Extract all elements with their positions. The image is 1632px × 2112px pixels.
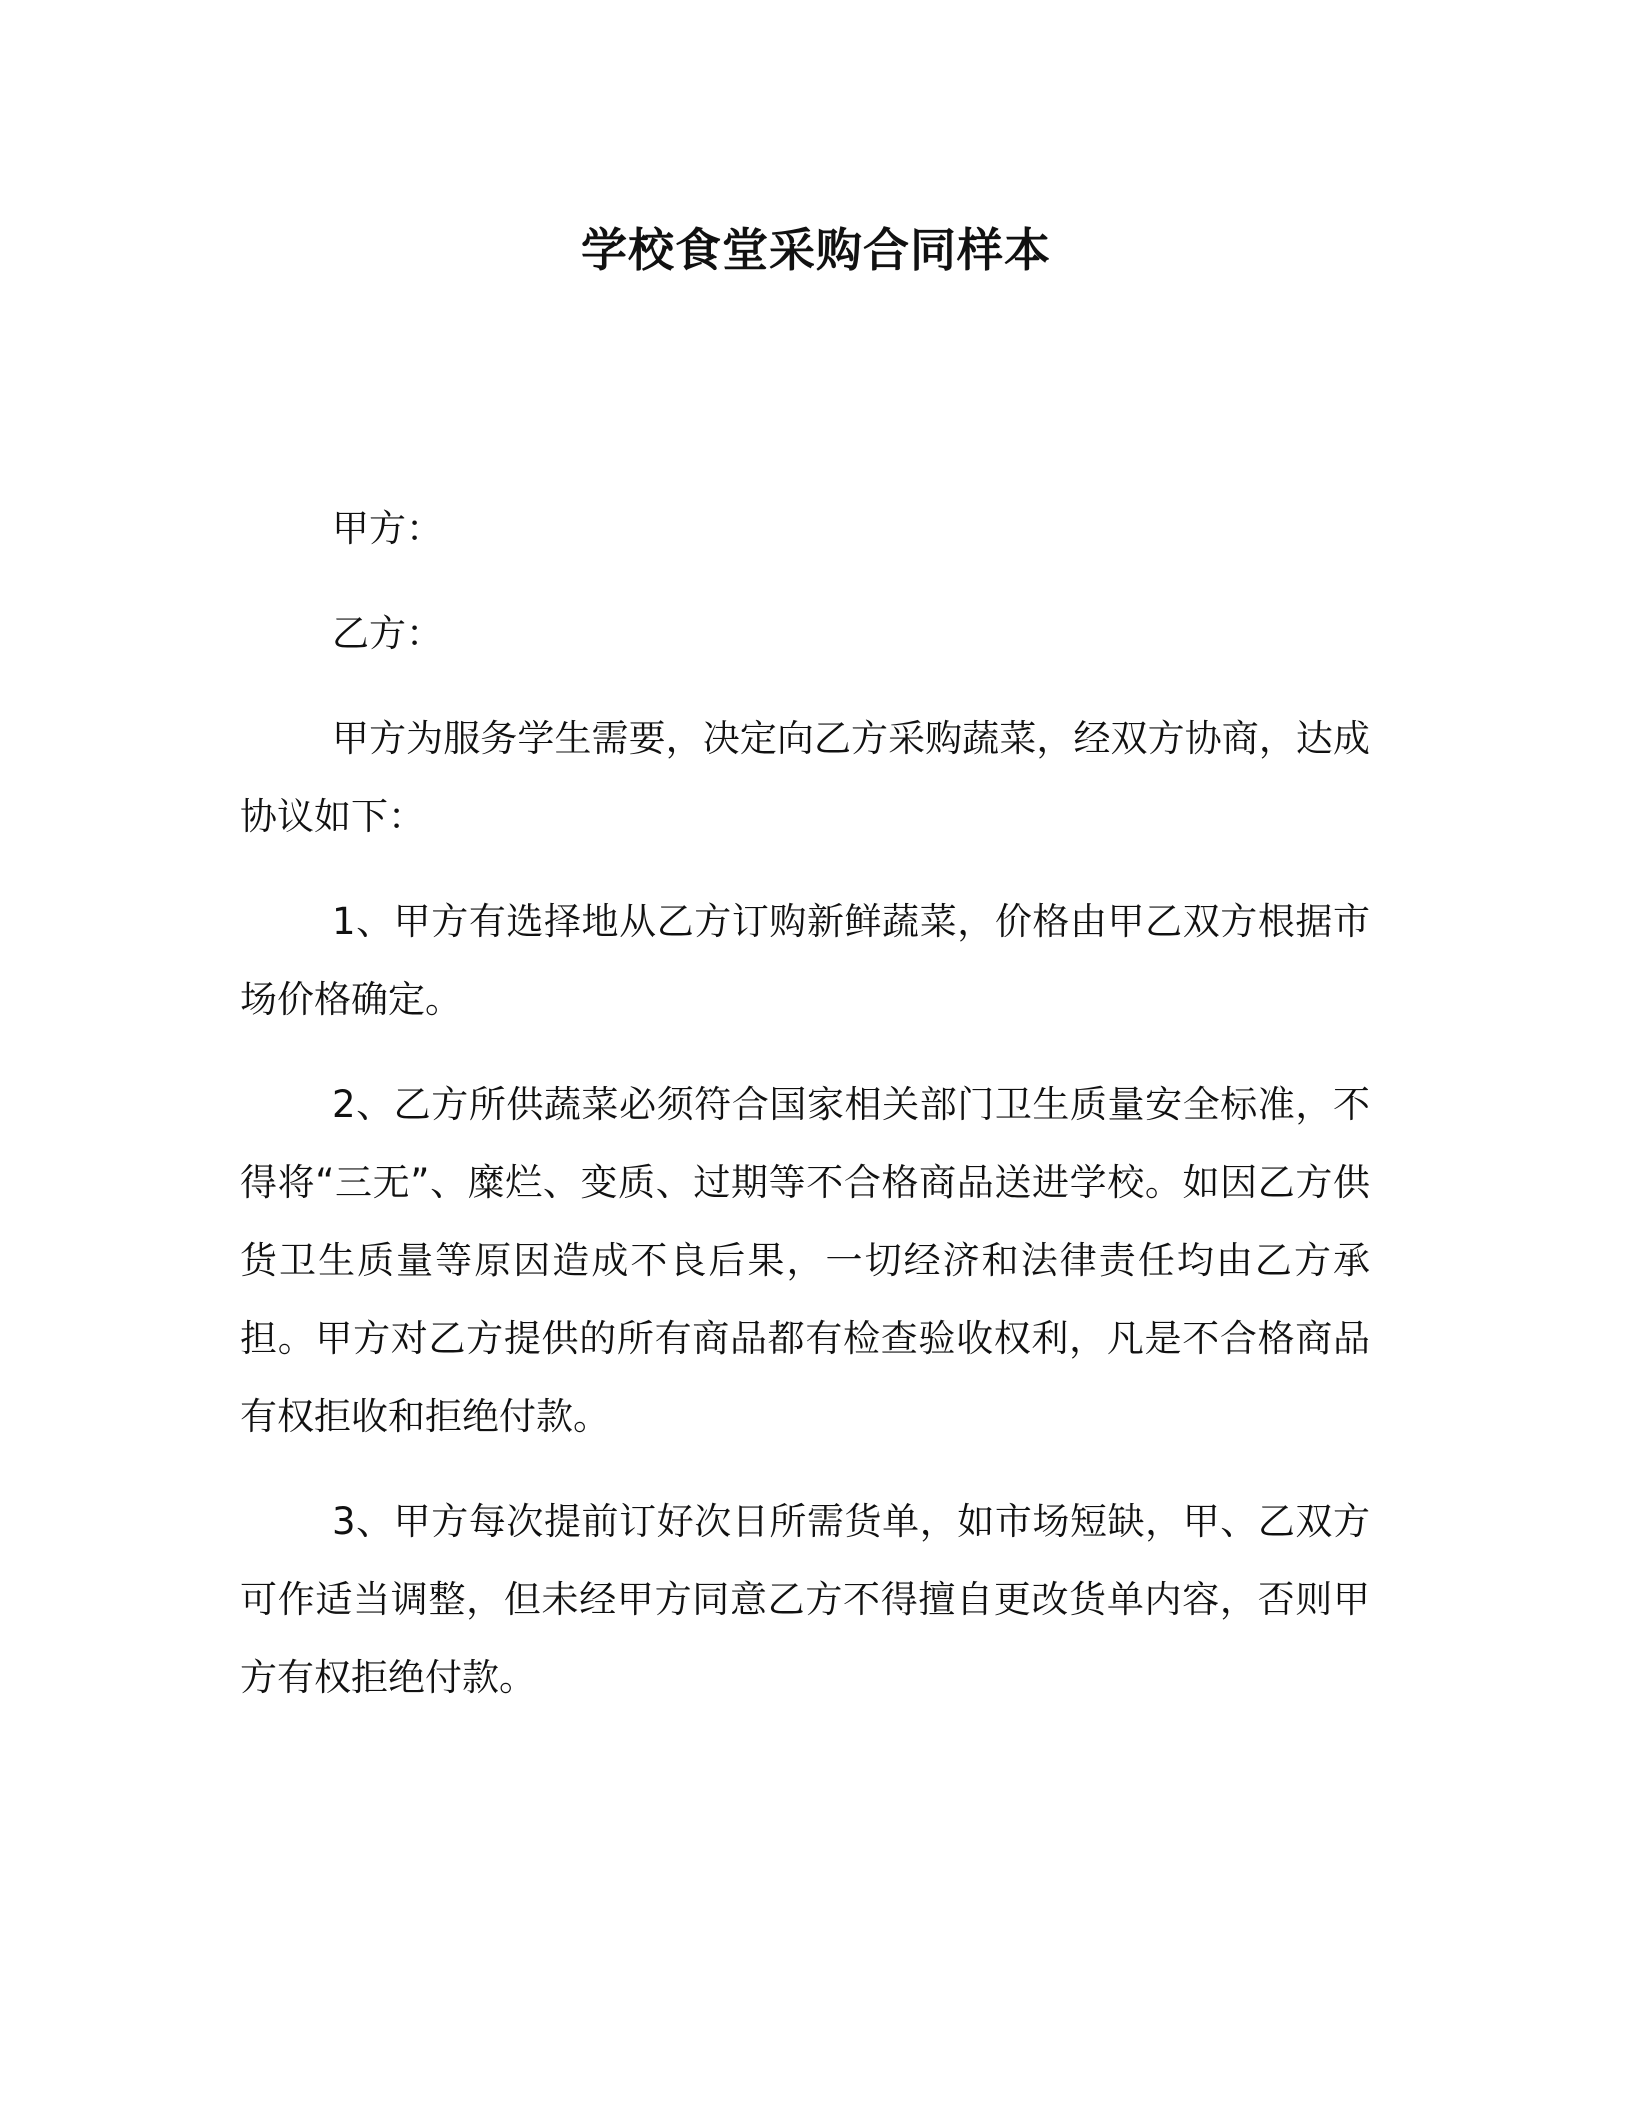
clause-3-paragraph: 3、甲方每次提前订好次日所需货单，如市场短缺，甲、乙双方可作适当调整，但未经甲方同意乙方不得擅自更改货单内容，否则甲方有权拒绝付款。	[240, 1500, 1370, 1699]
document-title: 学校食堂采购合同样本	[581, 223, 1051, 277]
party-b-line: 乙方：	[332, 612, 443, 655]
party-a-line: 甲方：	[332, 507, 443, 550]
clause-1-paragraph: 1、甲方有选择地从乙方订购新鲜蔬菜，价格由甲乙双方根据市场价格确定。	[240, 900, 1370, 1021]
intro-paragraph: 甲方为服务学生需要，决定向乙方采购蔬菜，经双方协商，达成协议如下：	[240, 717, 1370, 838]
clause-2-paragraph: 2、乙方所供蔬菜必须符合国家相关部门卫生质量安全标准，不得将“三无”、糜烂、变质、过期等不合格商品送进学校。如因乙方供货卫生质量等原因造成不良后果，一切经济和法律责任均由乙方承担。甲方对乙方提供的所有商品都有检查验收权利，凡是不合格商品有权拒收和拒绝付款。	[240, 1083, 1370, 1438]
document-body	[240, 490, 1370, 1744]
